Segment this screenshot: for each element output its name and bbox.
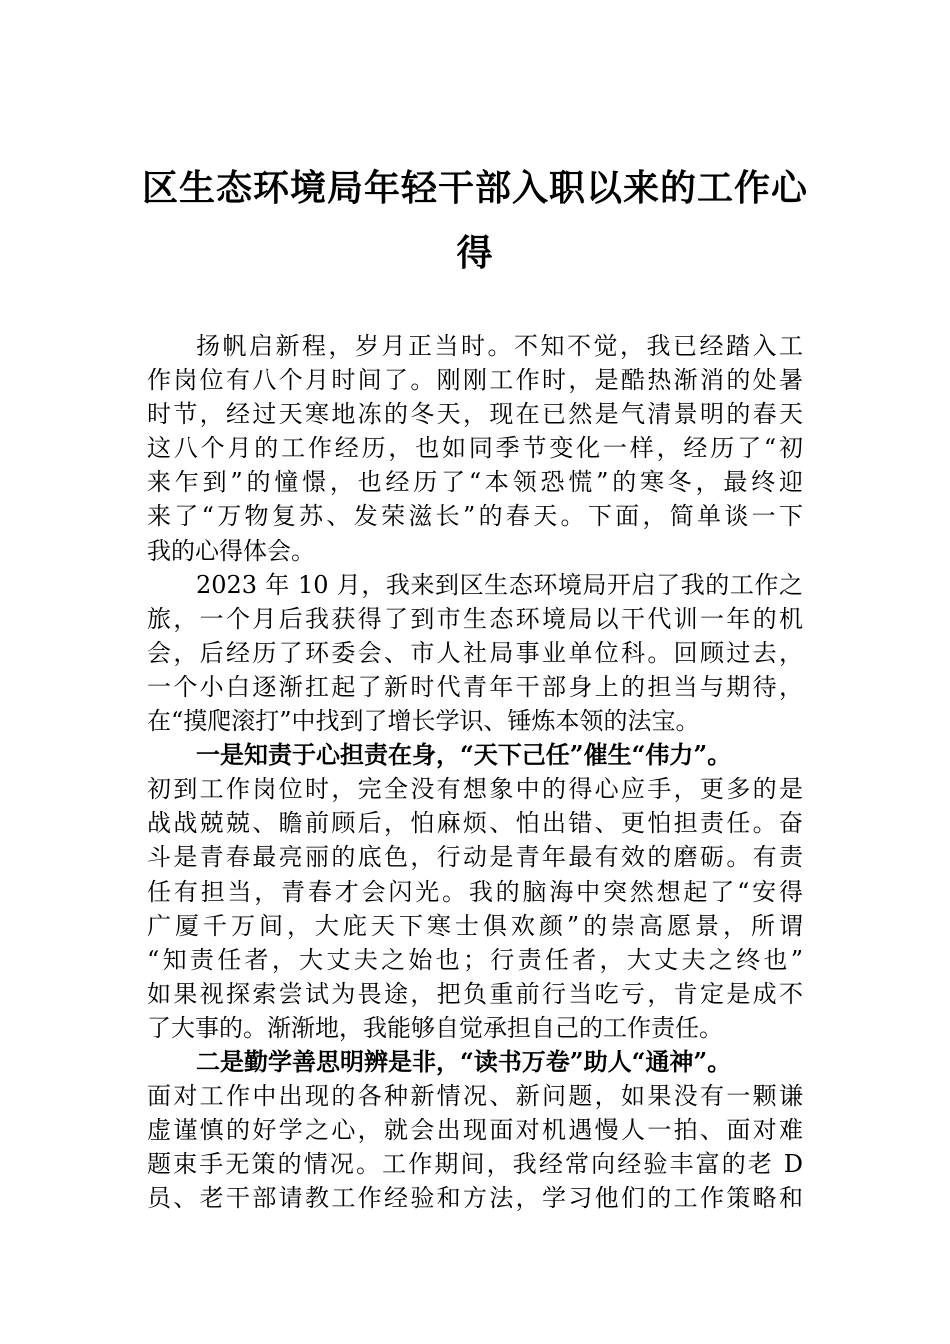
paragraph-4-line: 面对工作中出现的各种新情况、新问题，如果没有一颗谦: [147, 1082, 803, 1111]
paragraph-3-line: 斗是青春最亮丽的底色，行动是青年最有效的磨砺。有责: [147, 843, 803, 872]
paragraph-4-line: 虚谨慎的好学之心，就会出现面对机遇慢人一拍、面对难: [147, 1116, 803, 1145]
document-title-line-2: 得: [456, 232, 494, 274]
paragraph-3-line: 初到工作岗位时，完全没有想象中的得心应手，更多的是: [147, 775, 803, 804]
paragraph-1-line: 扬帆启新程，岁月正当时。不知不觉，我已经踏入工: [196, 332, 803, 360]
paragraph-3-line: 了大事的。渐渐地，我能够自觉承担自己的工作责任。: [147, 1013, 723, 1042]
paragraph-2-line: 一个小白逐渐扛起了新时代青年干部身上的担当与期待，: [147, 672, 803, 701]
paragraph-2-line: 会，后经历了环委会、市人社局事业单位科。回顾过去，: [147, 638, 803, 667]
document-body: [147, 329, 803, 1215]
section-heading-2: 二是勤学善思明辨是非，“读书万卷”助人“通神”。: [196, 1046, 732, 1076]
paragraph-1-line: 我的心得体会。: [147, 536, 315, 565]
paragraph-3-line: 广厦千万间，大庇天下寒士俱欢颜”的崇高愿景，所谓: [147, 911, 803, 940]
paragraph-2-line: 2023 年 10 月，我来到区生态环境局开启了我的工作之: [196, 570, 803, 599]
paragraph-3-line: “知责任者，大丈夫之始也；行责任者，大丈夫之终也”: [147, 945, 803, 974]
document-title-line-1: 区生态环境局年轻干部入职以来的工作心: [141, 167, 808, 209]
paragraph-4-line: 题束手无策的情况。工作期间，我经常向经验丰富的老 D: [147, 1150, 803, 1179]
paragraph-4-line: 员、老干部请教工作经验和方法，学习他们的工作策略和: [147, 1184, 803, 1213]
paragraph-1-line: 这八个月的工作经历，也如同季节变化一样，经历了“初: [147, 434, 803, 463]
section-heading-1: 一是知责于心担责在身，“天下己任”催生“伟力”。: [196, 740, 732, 770]
paragraph-1-line: 来乍到”的憧憬，也经历了“本领恐慌”的寒冬，最终迎: [147, 468, 803, 497]
paragraph-3-line: 战战兢兢、瞻前顾后，怕麻烦、怕出错、更怕担责任。奋: [147, 809, 803, 838]
paragraph-3-line: 任有担当，青春才会闪光。我的脑海中突然想起了“安得: [147, 877, 803, 906]
paragraph-2-line: 旅，一个月后我获得了到市生态环境局以干代训一年的机: [147, 604, 803, 633]
paragraph-1-line: 来了“万物复苏、发荣滋长”的春天。下面，简单谈一下: [147, 502, 803, 531]
paragraph-1-line: 作岗位有八个月时间了。刚刚工作时，是酷热渐消的处暑: [147, 366, 803, 395]
paragraph-3-line: 如果视探索尝试为畏途，把负重前行当吃亏，肯定是成不: [147, 979, 803, 1008]
paragraph-1-line: 时节，经过天寒地冻的冬天，现在已然是气清景明的春天: [147, 400, 803, 429]
paragraph-2-line: 在“摸爬滚打”中找到了增长学识、锤炼本领的法宝。: [147, 707, 700, 736]
